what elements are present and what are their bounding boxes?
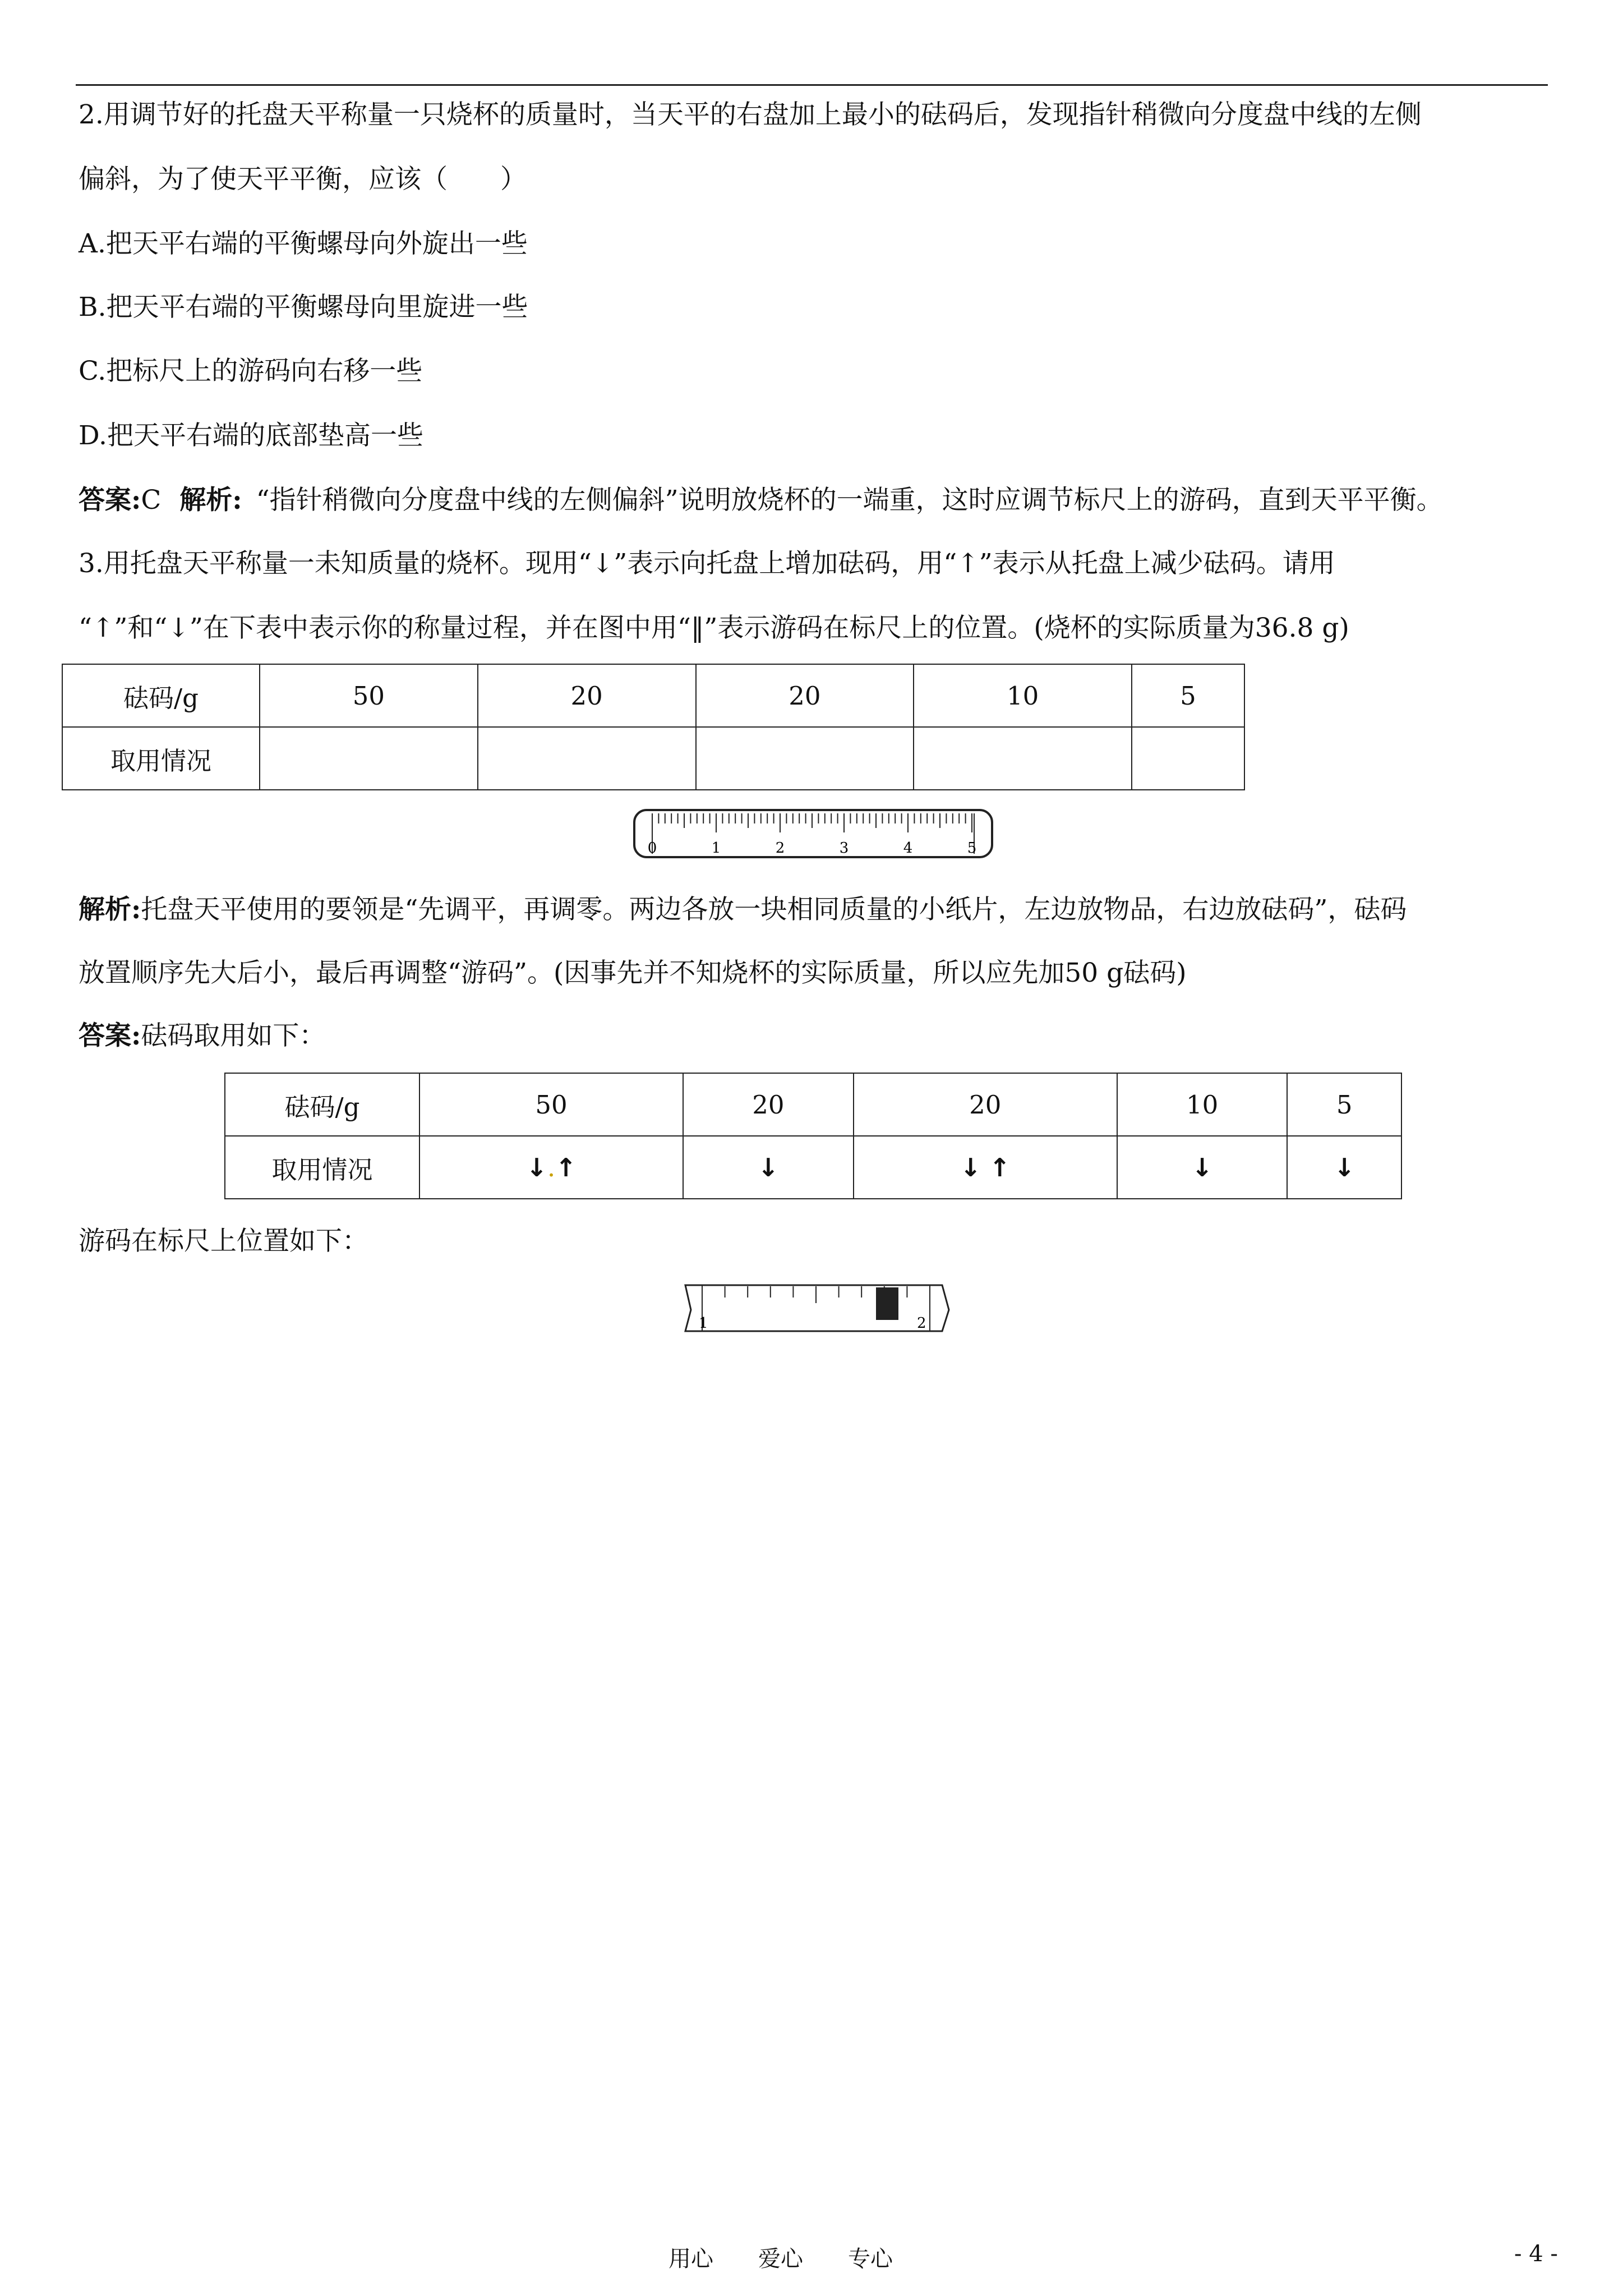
- q2-stem-line2: 偏斜，为了使天平平衡，应该（ ）: [79, 164, 527, 195]
- table-cell: 20: [696, 664, 914, 727]
- arrow-down: ↓: [1191, 1152, 1213, 1182]
- table-cell: 50: [419, 1073, 683, 1136]
- q2-answer-label: 答案:: [79, 485, 141, 516]
- ruler-label: 3: [839, 840, 849, 857]
- ruler-label: 1: [711, 840, 721, 857]
- q3-analysis-line2: 放置顺序先大后小，最后再调整“游码”。(因事先并不知烧杯的实际质量，所以应先加50 g砝码): [79, 958, 1187, 988]
- usage-cell: [683, 1136, 854, 1199]
- ruler-ticks: [652, 813, 972, 832]
- header-rule: [76, 84, 1548, 86]
- slider-rider-mark: [876, 1287, 898, 1320]
- table-cell-empty: [260, 727, 478, 790]
- q3-blank-table: [62, 664, 1245, 790]
- q3-answer-text: 砝码取用如下：: [141, 1020, 326, 1051]
- table-cell: 20: [478, 664, 696, 727]
- slider-label: 2: [917, 1315, 926, 1332]
- table-cell-empty: [914, 727, 1132, 790]
- table-cell-empty: [478, 727, 696, 790]
- q3-ruler-figure: [631, 808, 995, 861]
- table-cell: 5: [1132, 664, 1244, 727]
- table-cell: 20: [854, 1073, 1117, 1136]
- table-header-weight: 砝码/g: [62, 664, 260, 727]
- q2-option-b: B.把天平右端的平衡螺母向里旋进一些: [79, 292, 528, 323]
- arrow-down: ↓: [526, 1152, 547, 1182]
- table-cell-empty: [696, 727, 914, 790]
- q2-analysis-text: “指针稍微向分度盘中线的左侧偏斜”说明放烧杯的一端重，这时应调节标尺上的游码，直到天平平衡。: [256, 485, 1443, 516]
- table-header-weight: 砝码/g: [225, 1073, 419, 1136]
- ruler-label: 2: [775, 840, 785, 857]
- table-cell-empty: [1132, 727, 1244, 790]
- table-cell: 5: [1287, 1073, 1401, 1136]
- arrow-up: ↑: [989, 1152, 1011, 1182]
- usage-cell: [1287, 1136, 1401, 1199]
- q3-analysis-line1: [79, 893, 1407, 927]
- q2-answer-value: C: [141, 485, 162, 516]
- q2-option-d: D.把天平右端的底部垫高一些: [79, 420, 423, 451]
- page-number: - 4 -: [1514, 2241, 1558, 2267]
- q3-answer-line: [79, 1019, 325, 1053]
- table-cell: 20: [683, 1073, 854, 1136]
- ruler-label: 4: [903, 840, 913, 857]
- q2-stem-line1: 2.用调节好的托盘天平称量一只烧杯的质量时，当天平的右盘加上最小的砝码后，发现指针稍微向分度盘中线的左侧: [79, 99, 1422, 130]
- q2-option-a: A.把天平右端的平衡螺母向外旋出一些: [79, 228, 528, 259]
- ruler-label: 5: [967, 840, 977, 857]
- table-cell: 10: [1117, 1073, 1288, 1136]
- q3-slider-figure: [679, 1282, 953, 1335]
- arrow-down: ↓: [1334, 1152, 1355, 1182]
- arrow-down: ↓: [960, 1152, 981, 1182]
- q3-answer-table: [224, 1073, 1402, 1199]
- q2-analysis-label: 解析:: [179, 485, 242, 516]
- table-header-usage: 取用情况: [225, 1136, 419, 1199]
- q3-slider-text: 游码在标尺上位置如下：: [79, 1226, 368, 1257]
- q3-stem-line2: “↑”和“↓”在下表中表示你的称量过程，并在图中用“‖”表示游码在标尺上的位置。(烧杯的实际质量为36.8 g): [79, 613, 1349, 643]
- separator: .: [547, 1152, 556, 1182]
- q3-stem-line1: 3.用托盘天平称量一未知质量的烧杯。现用“↓”表示向托盘上增加砝码，用“↑”表示从托盘上减少砝码。请用: [79, 548, 1335, 579]
- table-cell: 50: [260, 664, 478, 727]
- q3-analysis-label: 解析:: [79, 894, 141, 925]
- slider-label: 1: [699, 1315, 708, 1332]
- q3-answer-label: 答案:: [79, 1020, 141, 1051]
- table-cell: 10: [914, 664, 1132, 727]
- usage-cell: [854, 1136, 1117, 1199]
- q3-analysis-text1: 托盘天平使用的要领是“先调平，再调零。两边各放一块相同质量的小纸片，左边放物品，右边放砝码”，砝码: [141, 894, 1407, 925]
- arrow-down: ↓: [758, 1152, 779, 1182]
- table-header-usage: 取用情况: [62, 727, 260, 790]
- q2-option-c: C.把标尺上的游码向右移一些: [79, 356, 423, 386]
- footer-motto: 用心 爱心 专心: [668, 2246, 893, 2272]
- arrow-up: ↑: [555, 1152, 577, 1182]
- separator: [981, 1153, 989, 1182]
- q2-answer-line: [79, 484, 1443, 517]
- usage-cell: [419, 1136, 683, 1199]
- usage-cell: [1117, 1136, 1288, 1199]
- ruler-label: 0: [647, 840, 657, 857]
